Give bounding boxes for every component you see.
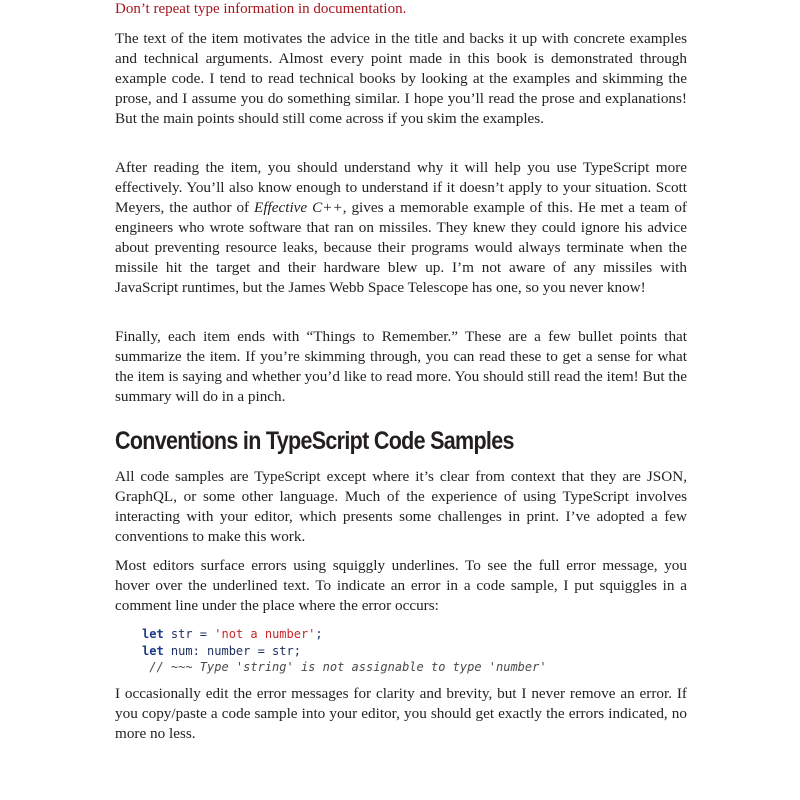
code-sample [142,626,547,676]
code-text: num: number = str; [163,643,301,658]
paragraph-error-editing: I occasionally edit the error messages for clarity and brevity, but I never remove an error. If you copy/paste a code sample into your editor, you should get exactly the errors indicated, no more no less. [115,685,687,742]
section-heading: Conventions in TypeScript Code Samples [115,427,514,455]
code-line-1 [142,626,547,643]
paragraph-after-reading-end: , gives a memorable example of this. He met a team of engineers who wrote software that ran on missiles. They knew they could ignore his advice about preventing resource leaks, because their programs would always terminate when the missile hit the target and their hardware blew up. I’m not aware of any missiles with JavaScript runtimes, but the James Webb Space Telescope has one, so you never know! [115,199,687,296]
book-title-italic: Effective C++ [254,199,343,216]
paragraph-after-reading-start: After reading the item, you should understand why it will help you use TypeScript more effectively. You’ll also know enough to understand if it doesn’t apply to your situation. Scott Meyers, the author of [115,159,687,216]
code-line-2 [142,643,547,660]
paragraph-after-reading [115,158,687,298]
code-comment: // ~~~ Type 'string' is not assignable to type 'number' [142,660,547,674]
code-keyword: let [142,643,164,658]
paragraph-item-text: The text of the item motivates the advice in the title and backs it up with concrete examples and technical arguments. Almost every point made in this book is demonstrated through example code. I tend to read technical books by looking at the examples and skimming the prose, and I assume you do something similar. I hope you’ll read the prose and explanations! But the main points should still come across if you skim the examples. [115,30,687,127]
paragraph-code-samples: All code samples are TypeScript except where it’s clear from context that they are JSON, GraphQL, or some other language. Much of the experience of using TypeScript involves interacting with your editor, which presents some challenges in print. I’ve adopted a few conventions to make this work. [115,468,687,545]
paragraph-things-to-remember: Finally, each item ends with “Things to Remember.” These are a few bullet points that summarize the item. If you’re skimming through, you can read these to get a sense for what the item is saying and whether you’d like to read more. You should still read the item! But the summary will do in a pinch. [115,328,687,405]
code-text: ; [315,627,323,641]
code-keyword: let [142,627,164,641]
paragraph-squiggly-errors: Most editors surface errors using squiggly underlines. To see the full error message, you hover over the underlined text. To indicate an error in a code sample, I put squiggles in a comment line under the place where the error occurs: [115,557,687,614]
code-text: str = [163,627,215,641]
code-string: 'not a number' [214,627,316,641]
lead-text: Don’t repeat type information in documentation. [115,1,407,17]
